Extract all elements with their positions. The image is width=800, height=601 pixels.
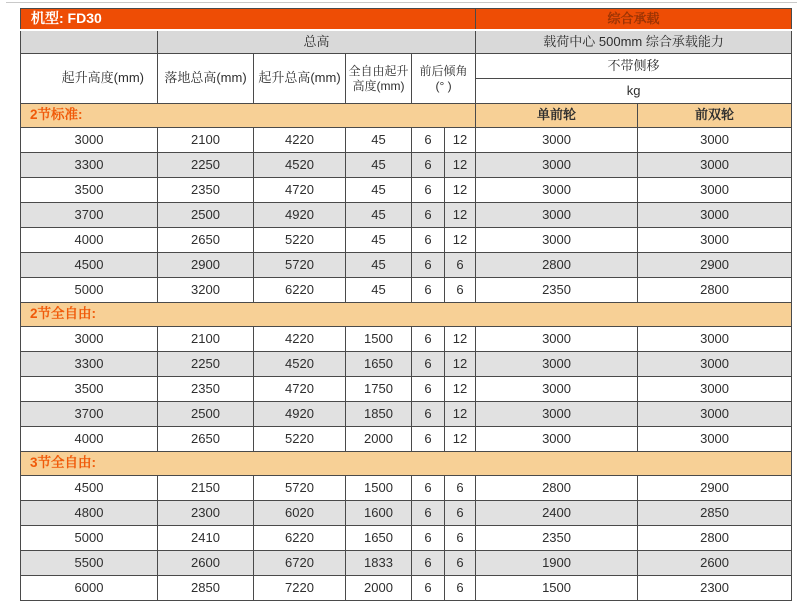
data-cell: 6220 [254, 526, 346, 551]
data-cell: 2350 [476, 526, 638, 551]
data-cell: 6 [445, 551, 476, 576]
tilt-angle-header-line1: 前后倾角 [419, 63, 468, 78]
table-row [21, 128, 792, 153]
table-row [21, 476, 792, 501]
data-cell: 2600 [638, 551, 792, 576]
data-cell: 4920 [254, 203, 346, 228]
data-cell: 6 [445, 476, 476, 501]
data-cell: 6 [412, 253, 445, 278]
data-cell: 3000 [476, 377, 638, 402]
data-cell: 3500 [21, 377, 158, 402]
data-cell: 3000 [638, 178, 792, 203]
data-cell: 1500 [346, 327, 412, 352]
data-cell: 2850 [158, 576, 254, 601]
data-cell: 3000 [638, 427, 792, 452]
data-cell: 1833 [346, 551, 412, 576]
data-cell: 2600 [158, 551, 254, 576]
data-cell: 2500 [158, 402, 254, 427]
data-cell: 12 [445, 402, 476, 427]
table-row [21, 253, 792, 278]
data-cell: 2350 [158, 377, 254, 402]
no-sideshift-header: 不带侧移 [476, 54, 792, 79]
table-row [21, 278, 792, 303]
data-cell: 2300 [638, 576, 792, 601]
data-cell: 6 [445, 501, 476, 526]
data-cell: 12 [445, 427, 476, 452]
table-row [21, 402, 792, 427]
lift-total-height-header: 起升总高(mm) [254, 54, 346, 104]
data-cell: 2800 [638, 526, 792, 551]
data-cell: 1650 [346, 526, 412, 551]
data-cell: 12 [445, 377, 476, 402]
data-cell: 3700 [21, 203, 158, 228]
data-cell: 2900 [158, 253, 254, 278]
data-cell: 1750 [346, 377, 412, 402]
data-cell: 6 [412, 178, 445, 203]
data-cell: 3000 [476, 327, 638, 352]
data-cell: 3000 [476, 203, 638, 228]
data-cell: 3000 [476, 128, 638, 153]
data-cell: 45 [346, 253, 412, 278]
data-cell: 7220 [254, 576, 346, 601]
data-cell: 45 [346, 178, 412, 203]
data-cell: 3000 [21, 327, 158, 352]
data-cell: 1900 [476, 551, 638, 576]
table-row [21, 352, 792, 377]
data-cell: 2800 [476, 253, 638, 278]
data-cell: 6 [412, 427, 445, 452]
data-cell: 2650 [158, 427, 254, 452]
data-cell: 3000 [638, 128, 792, 153]
data-cell: 3300 [21, 352, 158, 377]
data-cell: 5220 [254, 427, 346, 452]
data-cell: 5000 [21, 278, 158, 303]
data-cell: 1600 [346, 501, 412, 526]
data-cell: 2650 [158, 228, 254, 253]
data-cell: 2410 [158, 526, 254, 551]
data-cell: 6720 [254, 551, 346, 576]
table-row [21, 526, 792, 551]
data-cell: 45 [346, 278, 412, 303]
data-cell: 3000 [638, 377, 792, 402]
data-cell: 3700 [21, 402, 158, 427]
data-cell: 2250 [158, 153, 254, 178]
section-row [21, 452, 792, 476]
data-cell: 2800 [638, 278, 792, 303]
data-cell: 45 [346, 128, 412, 153]
tilt-angle-header-line2: (° ) [435, 78, 452, 93]
data-cell: 5000 [21, 526, 158, 551]
data-cell: 2500 [158, 203, 254, 228]
data-cell: 1500 [476, 576, 638, 601]
data-cell: 6 [412, 327, 445, 352]
data-cell: 4220 [254, 327, 346, 352]
data-cell: 45 [346, 228, 412, 253]
data-cell: 3200 [158, 278, 254, 303]
data-cell: 6 [412, 203, 445, 228]
spec-table-body [21, 104, 792, 601]
data-cell: 2900 [638, 476, 792, 501]
data-cell: 4720 [254, 178, 346, 203]
table-row [21, 228, 792, 253]
total-height-header: 总高 [158, 30, 476, 54]
table-row [21, 377, 792, 402]
data-cell: 3000 [476, 178, 638, 203]
data-cell: 2000 [346, 427, 412, 452]
section-label: 2节标准: [21, 104, 476, 128]
data-cell: 4220 [254, 128, 346, 153]
data-cell: 3000 [638, 402, 792, 427]
table-row [21, 427, 792, 452]
data-cell: 4800 [21, 501, 158, 526]
section-label: 3节全自由: [21, 452, 792, 476]
table-row [21, 327, 792, 352]
free-lift-height-header: 全自由起升高度(mm) [346, 54, 412, 104]
table-row [21, 501, 792, 526]
data-cell: 12 [445, 128, 476, 153]
data-cell: 4520 [254, 153, 346, 178]
data-cell: 6 [412, 576, 445, 601]
table-row [21, 551, 792, 576]
data-cell: 3000 [638, 352, 792, 377]
data-cell: 6000 [21, 576, 158, 601]
data-cell: 6 [445, 576, 476, 601]
section-label: 2节全自由: [21, 303, 792, 327]
wheel-column-header: 单前轮 [476, 104, 638, 128]
data-cell: 6 [412, 128, 445, 153]
data-cell: 3000 [21, 128, 158, 153]
data-cell: 6220 [254, 278, 346, 303]
empty-header-cell [21, 30, 158, 54]
data-cell: 3000 [638, 228, 792, 253]
data-cell: 12 [445, 352, 476, 377]
data-cell: 12 [445, 203, 476, 228]
load-center-header: 载荷中心 500mm 综合承载能力 [476, 30, 792, 54]
data-cell: 6 [412, 352, 445, 377]
data-cell: 6 [412, 377, 445, 402]
title-row [21, 9, 792, 31]
data-cell: 6 [412, 228, 445, 253]
table-row [21, 576, 792, 601]
data-cell: 6 [445, 253, 476, 278]
data-cell: 6 [445, 278, 476, 303]
data-cell: 1650 [346, 352, 412, 377]
data-cell: 2400 [476, 501, 638, 526]
table-row [21, 153, 792, 178]
data-cell: 4000 [21, 427, 158, 452]
lift-height-header: 起升高度(mm) [21, 54, 158, 104]
data-cell: 45 [346, 153, 412, 178]
data-cell: 3000 [638, 203, 792, 228]
data-cell: 2250 [158, 352, 254, 377]
data-cell: 2000 [346, 576, 412, 601]
data-cell: 2850 [638, 501, 792, 526]
data-cell: 12 [445, 327, 476, 352]
unit-header: kg [476, 79, 792, 104]
data-cell: 5500 [21, 551, 158, 576]
combined-load-title: 综合承载 [476, 9, 792, 31]
data-cell: 4500 [21, 476, 158, 501]
data-cell: 6 [412, 476, 445, 501]
page-top-divider [6, 2, 797, 3]
table-row [21, 178, 792, 203]
data-cell: 2900 [638, 253, 792, 278]
data-cell: 3000 [476, 352, 638, 377]
data-cell: 6 [412, 526, 445, 551]
data-cell: 3000 [476, 153, 638, 178]
data-cell: 3000 [476, 228, 638, 253]
data-cell: 2800 [476, 476, 638, 501]
data-cell: 6 [412, 402, 445, 427]
data-cell: 2150 [158, 476, 254, 501]
data-cell: 6 [412, 153, 445, 178]
data-cell: 3000 [476, 402, 638, 427]
data-cell: 1500 [346, 476, 412, 501]
data-cell: 5220 [254, 228, 346, 253]
data-cell: 4000 [21, 228, 158, 253]
data-cell: 3000 [638, 327, 792, 352]
model-title: 机型: FD30 [21, 9, 476, 31]
data-cell: 6 [412, 278, 445, 303]
section-row [21, 104, 792, 128]
wheel-column-header: 前双轮 [638, 104, 792, 128]
data-cell: 2350 [158, 178, 254, 203]
data-cell: 45 [346, 203, 412, 228]
data-cell: 1850 [346, 402, 412, 427]
data-cell: 4920 [254, 402, 346, 427]
group-header-row [21, 30, 792, 54]
data-cell: 2100 [158, 327, 254, 352]
data-cell: 3300 [21, 153, 158, 178]
forklift-spec-table [20, 8, 792, 601]
data-cell: 5720 [254, 253, 346, 278]
data-cell: 4500 [21, 253, 158, 278]
data-cell: 12 [445, 178, 476, 203]
data-cell: 6 [445, 526, 476, 551]
tilt-angle-header [412, 54, 476, 104]
data-cell: 6 [412, 501, 445, 526]
column-header-row [21, 54, 792, 79]
table-row [21, 203, 792, 228]
ground-total-height-header: 落地总高(mm) [158, 54, 254, 104]
data-cell: 6020 [254, 501, 346, 526]
data-cell: 12 [445, 153, 476, 178]
data-cell: 12 [445, 228, 476, 253]
data-cell: 3500 [21, 178, 158, 203]
data-cell: 5720 [254, 476, 346, 501]
data-cell: 3000 [638, 153, 792, 178]
data-cell: 4720 [254, 377, 346, 402]
data-cell: 2100 [158, 128, 254, 153]
data-cell: 2350 [476, 278, 638, 303]
data-cell: 4520 [254, 352, 346, 377]
data-cell: 2300 [158, 501, 254, 526]
data-cell: 3000 [476, 427, 638, 452]
data-cell: 6 [412, 551, 445, 576]
section-row [21, 303, 792, 327]
